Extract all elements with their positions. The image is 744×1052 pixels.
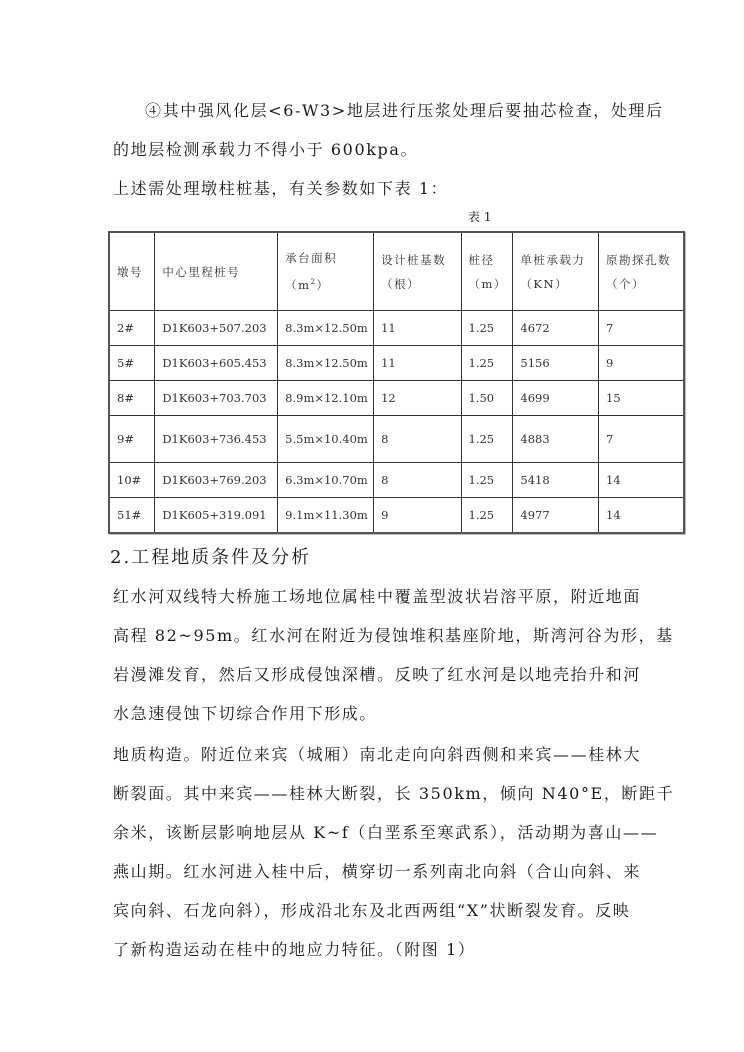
cell-pier: 2# — [109, 311, 155, 346]
cell-pile-count: 8 — [374, 416, 461, 463]
cell-mileage: D1K603+703.703 — [155, 381, 278, 416]
cell-area: 5.5m×10.40m — [278, 416, 374, 463]
cell-area: 9.1m×11.30m — [278, 498, 374, 534]
cell-diameter: 1.25 — [461, 311, 513, 346]
cell-area: 8.3m×12.50m — [278, 311, 374, 346]
cell-boreholes: 14 — [599, 463, 685, 498]
paragraph-line: ④其中强风化层<6-W3>地层进行压浆处理后要抽芯检查，处理后 — [145, 101, 664, 120]
header-cap-area: 承台面积$(m^2)$ — [278, 232, 374, 311]
cell-pile-count: 11 — [374, 346, 461, 381]
cell-mileage: D1K603+605.453 — [155, 346, 278, 381]
cell-mileage: D1K605+319.091 — [155, 498, 278, 534]
paragraph-line: 燕山期。红水河进入桂中后，横穿切一系列南北向斜（合山向斜、来 — [113, 862, 642, 881]
cell-pile-count: 11 — [374, 311, 461, 346]
cell-pile-count: 12 — [374, 381, 461, 416]
table-row — [109, 381, 684, 416]
cell-pier: 8# — [109, 381, 155, 416]
header-pile-diameter: 桩径 （m） — [461, 232, 513, 311]
cell-diameter: 1.25 — [461, 463, 513, 498]
cell-boreholes: 7 — [599, 311, 685, 346]
paragraph-line: 余米，该断层影响地层从 K~f（白垩系至寒武系），活动期为喜山—— — [113, 823, 659, 842]
cell-boreholes: 15 — [599, 381, 685, 416]
cell-capacity: 5156 — [513, 346, 599, 381]
cell-pile-count: 9 — [374, 498, 461, 534]
header-center-mileage: 中心里程桩号 — [155, 232, 278, 311]
paragraph-intro-table: 上述需处理墩柱桩基，有关参数如下表 1： — [113, 179, 449, 198]
cell-pier: 5# — [109, 346, 155, 381]
cell-pier: 51# — [109, 498, 155, 534]
cell-capacity: 4883 — [513, 416, 599, 463]
section-heading: 2.工程地质条件及分析 — [110, 547, 312, 568]
cell-capacity: 4699 — [513, 381, 599, 416]
paragraph-line: 岩漫滩发育，然后又形成侵蚀深槽。反映了红水河是以地壳抬升和河 — [113, 665, 642, 684]
cell-diameter: 1.50 — [461, 381, 513, 416]
paragraph-line: 水急速侵蚀下切综合作用下形成。 — [113, 704, 378, 723]
cell-area: 6.3m×10.70m — [278, 463, 374, 498]
cell-capacity: 5418 — [513, 463, 599, 498]
cell-area: 8.9m×12.10m — [278, 381, 374, 416]
header-single-pile-capacity: 单桩承载力 （KN） — [513, 232, 599, 311]
cell-pile-count: 8 — [374, 463, 461, 498]
table-header-row — [109, 232, 684, 311]
cell-diameter: 1.25 — [461, 416, 513, 463]
paragraph-line: 高程 82~95m。红水河在附近为侵蚀堆积基座阶地，斯湾河谷为形，基 — [113, 626, 674, 645]
paragraph-line: 地质构造。附近位来宾（城厢）南北走向向斜西侧和来宾——桂林大 — [113, 745, 642, 764]
cell-boreholes: 14 — [599, 498, 685, 534]
paragraph-line: 断裂面。其中来宾——桂林大断裂，长 350km，倾向 N40°E，断距千 — [113, 784, 675, 803]
paragraph-line: 红水河双线特大桥施工场地位属桂中覆盖型波状岩溶平原，附近地面 — [113, 587, 642, 606]
table-caption: 表 1 — [468, 210, 492, 224]
table-row — [109, 346, 684, 381]
cell-boreholes: 7 — [599, 416, 685, 463]
paragraph-line: 的地层检测承载力不得小于 600kpa。 — [113, 140, 419, 159]
pile-parameters-table — [108, 231, 685, 534]
cell-mileage: D1K603+769.203 — [155, 463, 278, 498]
header-pier-no: 墩号 — [109, 232, 155, 311]
cell-pier: 9# — [109, 416, 155, 463]
paragraph-line: 宾向斜、石龙向斜），形成沿北东及北西两组“X”状断裂发育。反映 — [113, 901, 631, 920]
cell-boreholes: 9 — [599, 346, 685, 381]
table-row — [109, 463, 684, 498]
cell-capacity: 4977 — [513, 498, 599, 534]
table-row — [109, 416, 684, 463]
table-row — [109, 311, 684, 346]
cell-mileage: D1K603+736.453 — [155, 416, 278, 463]
paragraph-line: 了新构造运动在桂中的地应力特征。（附图 1） — [113, 940, 476, 959]
cell-capacity: 4672 — [513, 311, 599, 346]
table-row — [109, 498, 684, 534]
cell-pier: 10# — [109, 463, 155, 498]
cell-area: 8.3m×12.50m — [278, 346, 374, 381]
cell-diameter: 1.25 — [461, 498, 513, 534]
header-borehole-count: 原勘探孔数 （个） — [599, 232, 685, 311]
header-design-pile-count: 设计桩基数 （根） — [374, 232, 461, 311]
cell-diameter: 1.25 — [461, 346, 513, 381]
cell-mileage: D1K603+507.203 — [155, 311, 278, 346]
